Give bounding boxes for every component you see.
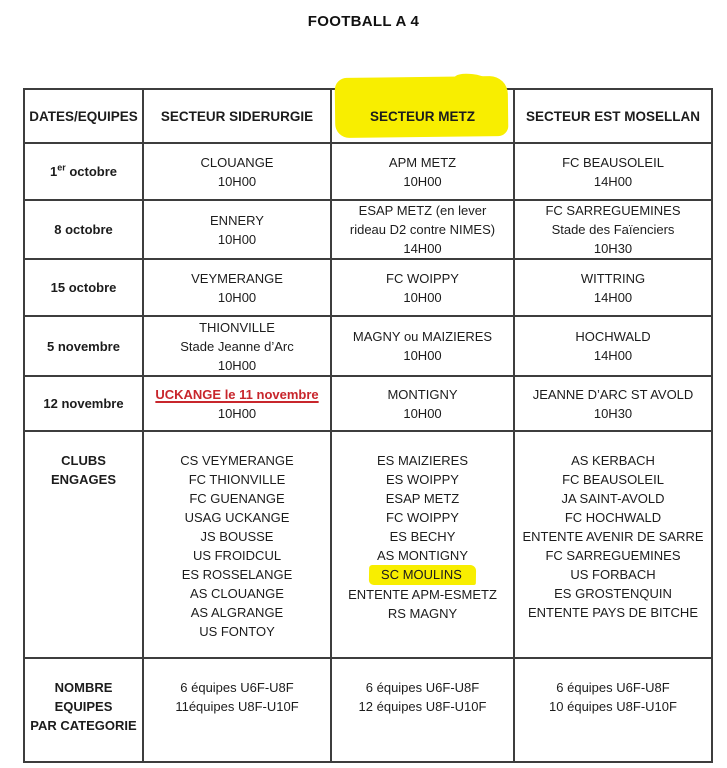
match-cell bbox=[331, 376, 514, 431]
cell-line: rideau D2 contre NIMES) bbox=[349, 222, 496, 237]
cell-line: RS MAGNY bbox=[387, 606, 458, 621]
row-label-line: ENGAGES bbox=[50, 472, 116, 487]
match-cell bbox=[143, 259, 331, 316]
schedule-row bbox=[24, 143, 712, 200]
cell-line: FC SARREGUEMINES bbox=[545, 548, 681, 563]
cell-line: VEYMERANGE bbox=[191, 270, 283, 286]
cell-line: US FONTOY bbox=[199, 624, 275, 639]
match-cell bbox=[143, 376, 331, 431]
cell-line: ENTENTE PAYS DE BITCHE bbox=[528, 605, 698, 620]
date-label: 8 octobre bbox=[54, 222, 113, 237]
cell-line: 11équipes U8F-U10F bbox=[175, 699, 299, 714]
row-label-line: EQUIPES bbox=[54, 699, 113, 714]
date-label: 12 novembre bbox=[43, 396, 124, 411]
cell-line: FC WOIPPY bbox=[386, 510, 459, 525]
match-cell bbox=[331, 200, 514, 259]
cell-line: 14H00 bbox=[403, 241, 442, 256]
cell-line: 14H00 bbox=[593, 173, 633, 189]
match-cell bbox=[514, 316, 712, 376]
schedule-row bbox=[24, 200, 712, 259]
cell-line: JA SAINT-AVOLD bbox=[561, 491, 665, 506]
cell-line: APM METZ bbox=[388, 154, 457, 170]
cell-line: Stade des Faïenciers bbox=[551, 222, 675, 237]
date-cell bbox=[24, 200, 143, 259]
clubs-engages-row bbox=[24, 431, 712, 658]
match-cell bbox=[514, 376, 712, 431]
cell-line: ESAP METZ bbox=[385, 491, 460, 506]
cell-line: MONTIGNY bbox=[387, 386, 458, 402]
cell-line: FC WOIPPY bbox=[386, 270, 459, 286]
cell-line: ES GROSTENQUIN bbox=[554, 586, 672, 601]
match-cell bbox=[514, 200, 712, 259]
header-row bbox=[24, 89, 712, 143]
col-header-secteur-metz bbox=[331, 89, 514, 143]
teams-count-cell bbox=[331, 658, 514, 762]
highlighted-club: SC MOULINS bbox=[369, 565, 476, 585]
cell-line: ES WOIPPY bbox=[386, 472, 459, 487]
cell-line: 10H00 bbox=[403, 405, 442, 421]
cell-line: CS VEYMERANGE bbox=[180, 453, 294, 468]
cell-line: US FROIDCUL bbox=[192, 548, 282, 563]
cell-line: FC BEAUSOLEIL bbox=[562, 154, 664, 170]
cell-line: 14H00 bbox=[593, 348, 633, 363]
cell-line: ES MAIZIERES bbox=[376, 453, 469, 468]
date-cell bbox=[24, 259, 143, 316]
date-label: 1er octobre bbox=[49, 162, 118, 179]
schedule-row bbox=[24, 376, 712, 431]
cell-line: 10H00 bbox=[403, 173, 442, 189]
cell-line: JS BOUSSE bbox=[200, 529, 274, 544]
row-label-line: PAR CATEGORIE bbox=[30, 718, 137, 733]
cell-line: FC THIONVILLE bbox=[188, 472, 286, 487]
cell-line bbox=[144, 385, 330, 404]
match-cell bbox=[143, 143, 331, 200]
cell-line: 14H00 bbox=[593, 289, 633, 305]
cell-line: FC SARREGUEMINES bbox=[545, 203, 681, 218]
cell-line: AS ALGRANGE bbox=[190, 605, 284, 620]
cell-line: USAG UCKANGE bbox=[184, 510, 290, 525]
date-label: 5 novembre bbox=[47, 338, 120, 354]
clubs-engages-label-cell bbox=[24, 431, 143, 658]
cell-line: 10H00 bbox=[403, 348, 442, 363]
match-cell bbox=[331, 143, 514, 200]
cell-line: US FORBACH bbox=[570, 567, 656, 582]
match-cell bbox=[331, 259, 514, 316]
col-header-secteur-est-mosellan bbox=[514, 89, 712, 143]
date-cell bbox=[24, 143, 143, 200]
cell-line: 10H00 bbox=[217, 289, 257, 305]
cell-line: JEANNE D’ARC ST AVOLD bbox=[532, 386, 694, 402]
cell-line: AS MONTIGNY bbox=[376, 548, 468, 563]
match-cell bbox=[143, 200, 331, 259]
cell-line: CLOUANGE bbox=[200, 154, 274, 170]
clubs-list-cell bbox=[143, 431, 331, 658]
schedule-row bbox=[24, 259, 712, 316]
yellow-highlight-marker bbox=[335, 76, 509, 138]
teams-count-row bbox=[24, 658, 712, 762]
cell-line: 6 équipes U6F-U8F bbox=[365, 680, 480, 695]
cell-line: 10H30 bbox=[593, 405, 633, 421]
match-cell bbox=[514, 259, 712, 316]
cell-line: FC BEAUSOLEIL bbox=[562, 472, 664, 487]
teams-count-cell bbox=[143, 658, 331, 762]
schedule-table bbox=[23, 88, 713, 763]
match-cell bbox=[143, 316, 331, 376]
match-cell bbox=[514, 143, 712, 200]
date-cell bbox=[24, 316, 143, 376]
col-header-label: SECTEUR SIDERURGIE bbox=[160, 108, 314, 124]
cell-line: MAGNY ou MAIZIERES bbox=[352, 329, 493, 344]
teams-count-cell bbox=[514, 658, 712, 762]
cell-line: ES ROSSELANGE bbox=[181, 567, 293, 582]
cell-line: 10H00 bbox=[217, 231, 257, 247]
cell-line: 10H30 bbox=[593, 241, 633, 256]
col-header-secteur-siderurgie bbox=[143, 89, 331, 143]
clubs-list-cell bbox=[514, 431, 712, 658]
teams-count-label-cell bbox=[24, 658, 143, 762]
cell-line: 10H00 bbox=[403, 289, 442, 305]
cell-line: ESAP METZ (en lever bbox=[358, 203, 487, 218]
cell-line: FC HOCHWALD bbox=[564, 510, 662, 525]
match-cell bbox=[331, 316, 514, 376]
cell-line: AS KERBACH bbox=[571, 453, 655, 468]
cell-line: 10 équipes U8F-U10F bbox=[549, 699, 677, 714]
page-title: FOOTBALL A 4 bbox=[307, 13, 420, 30]
cell-line: THIONVILLE bbox=[199, 319, 275, 335]
cell-line: Stade Jeanne d’Arc bbox=[180, 338, 294, 354]
date-cell bbox=[24, 376, 143, 431]
cell-line: 12 équipes U8F-U10F bbox=[358, 699, 487, 714]
table-body bbox=[24, 143, 712, 762]
col-header-dates-equipes bbox=[24, 89, 143, 143]
alert-text: UCKANGE le 11 novembre bbox=[155, 386, 319, 402]
cell-line: ES BECHY bbox=[389, 529, 456, 544]
cell-line: ENTENTE APM-ESMETZ bbox=[348, 587, 497, 602]
date-label: 15 octobre bbox=[50, 280, 117, 295]
cell-line: 10H00 bbox=[217, 405, 257, 421]
cell-line bbox=[332, 565, 513, 585]
cell-line: HOCHWALD bbox=[575, 329, 651, 344]
row-label-line: NOMBRE bbox=[54, 680, 113, 695]
cell-line: ENTENTE AVENIR DE SARRE bbox=[522, 529, 704, 544]
ordinal-suffix: er bbox=[57, 162, 66, 173]
col-header-label: SECTEUR EST MOSELLAN bbox=[525, 108, 700, 124]
col-header-label: SECTEUR METZ bbox=[369, 108, 475, 124]
schedule-row bbox=[24, 316, 712, 376]
cell-line: FC GUENANGE bbox=[189, 491, 285, 506]
cell-line: 6 équipes U6F-U8F bbox=[556, 680, 670, 695]
row-label-line: CLUBS bbox=[61, 453, 106, 468]
cell-line: 6 équipes U6F-U8F bbox=[180, 680, 294, 695]
clubs-list-cell bbox=[331, 431, 514, 658]
cell-line: 10H00 bbox=[217, 173, 257, 189]
col-header-label: DATES/EQUIPES bbox=[29, 108, 138, 124]
cell-line: 10H00 bbox=[217, 357, 257, 373]
cell-line: AS CLOUANGE bbox=[190, 586, 284, 601]
cell-line: WITTRING bbox=[580, 270, 646, 286]
cell-line: ENNERY bbox=[210, 212, 264, 228]
